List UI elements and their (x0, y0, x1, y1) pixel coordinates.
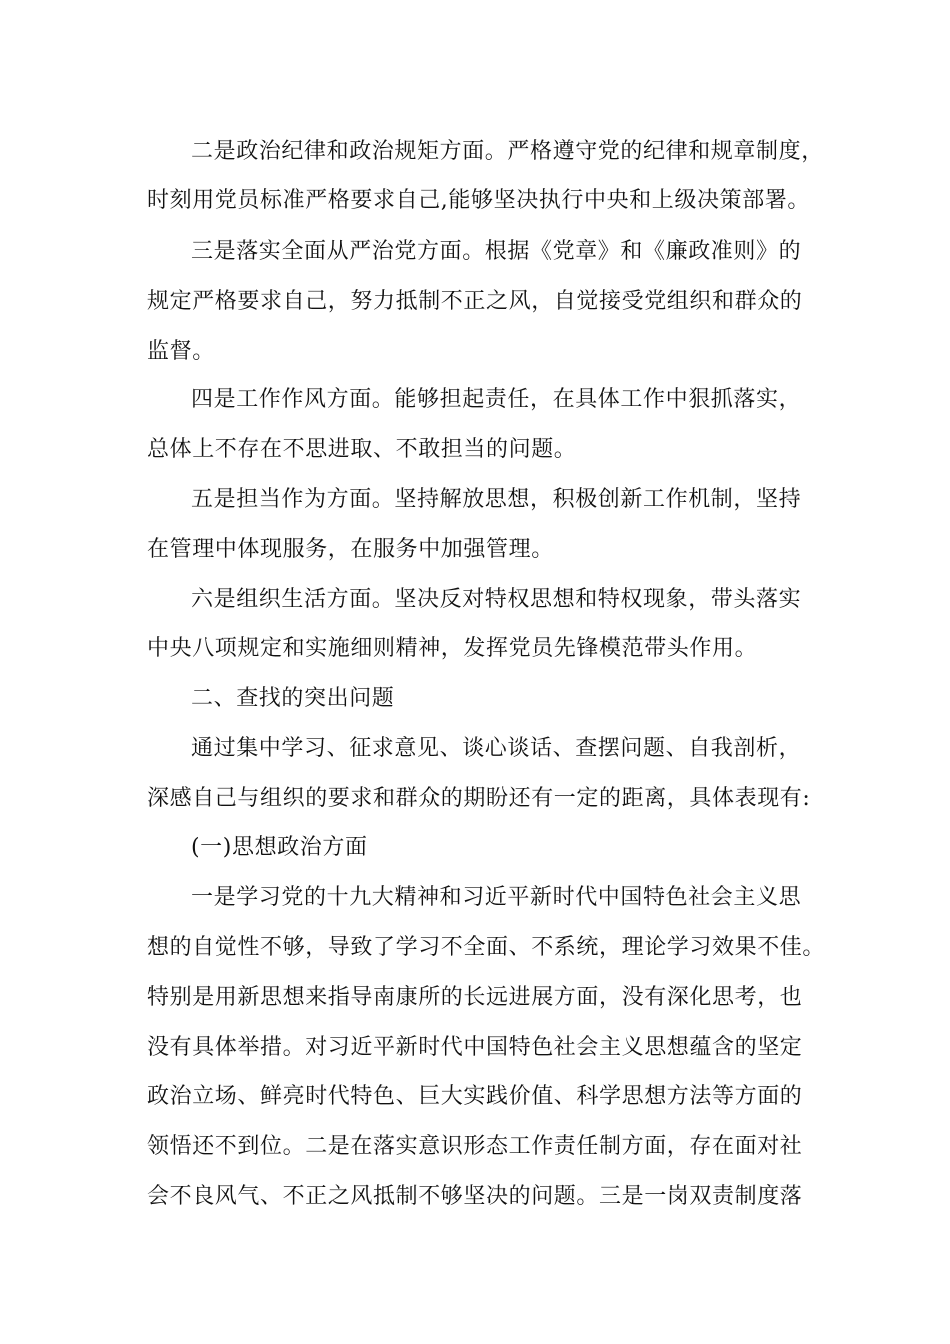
text-line: 四是工作作风方面。能够担起责任，在具体工作中狠抓落实， (191, 387, 802, 412)
text-line: 想的自觉性不够，导致了学习不全面、不系统，理论学习效果不佳。 (147, 935, 826, 960)
text-line: 二是政治纪律和政治规矩方面。严格遵守党的纪律和规章制度， (191, 139, 824, 164)
text-line: 领悟还不到位。二是在落实意识形态工作责任制方面，存在面对社 (147, 1134, 803, 1159)
text-line: 总体上不存在不思进取、不敢担当的问题。 (147, 437, 577, 462)
text-line: 会不良风气、不正之风抵制不够坚决的问题。三是一岗双责制度落 (147, 1184, 803, 1209)
text-line: 时刻用党员标准严格要求自己,能够坚决执行中央和上级决策部署。 (147, 188, 810, 213)
text-line: 三是落实全面从严治党方面。根据《党章》和《廉政准则》的 (191, 239, 802, 264)
text-line: 通过集中学习、征求意见、谈心谈话、查摆问题、自我剖析， (191, 736, 802, 761)
text-line: 监督。 (147, 339, 215, 364)
text-line: 在管理中体现服务，在服务中加强管理。 (147, 537, 554, 562)
section-heading: 二、查找的突出问题 (191, 686, 395, 711)
text-line: 特别是用新思想来指导南康所的长远进展方面，没有深化思考，也 (147, 985, 803, 1010)
text-line: 一是学习党的十九大精神和习近平新时代中国特色社会主义思 (191, 885, 802, 910)
text-line: 政治立场、鲜亮时代特色、巨大实践价值、科学思想方法等方面的 (147, 1084, 803, 1109)
subsection-heading: (一)思想政治方面 (191, 835, 368, 860)
text-line: 没有具体举措。对习近平新时代中国特色社会主义思想蕴含的坚定 (147, 1035, 803, 1060)
text-line: 五是担当作为方面。坚持解放思想，积极创新工作机制，坚持 (191, 487, 802, 512)
text-line: 规定严格要求自己，努力抵制不正之风，自觉接受党组织和群众的 (147, 289, 803, 314)
text-line: 六是组织生活方面。坚决反对特权思想和特权现象，带头落实 (191, 587, 802, 612)
text-line: 中央八项规定和实施细则精神，发挥党员先锋模范带头作用。 (147, 636, 758, 661)
text-line: 深感自己与组织的要求和群众的期盼还有一定的距离，具体表现有: (147, 786, 811, 811)
